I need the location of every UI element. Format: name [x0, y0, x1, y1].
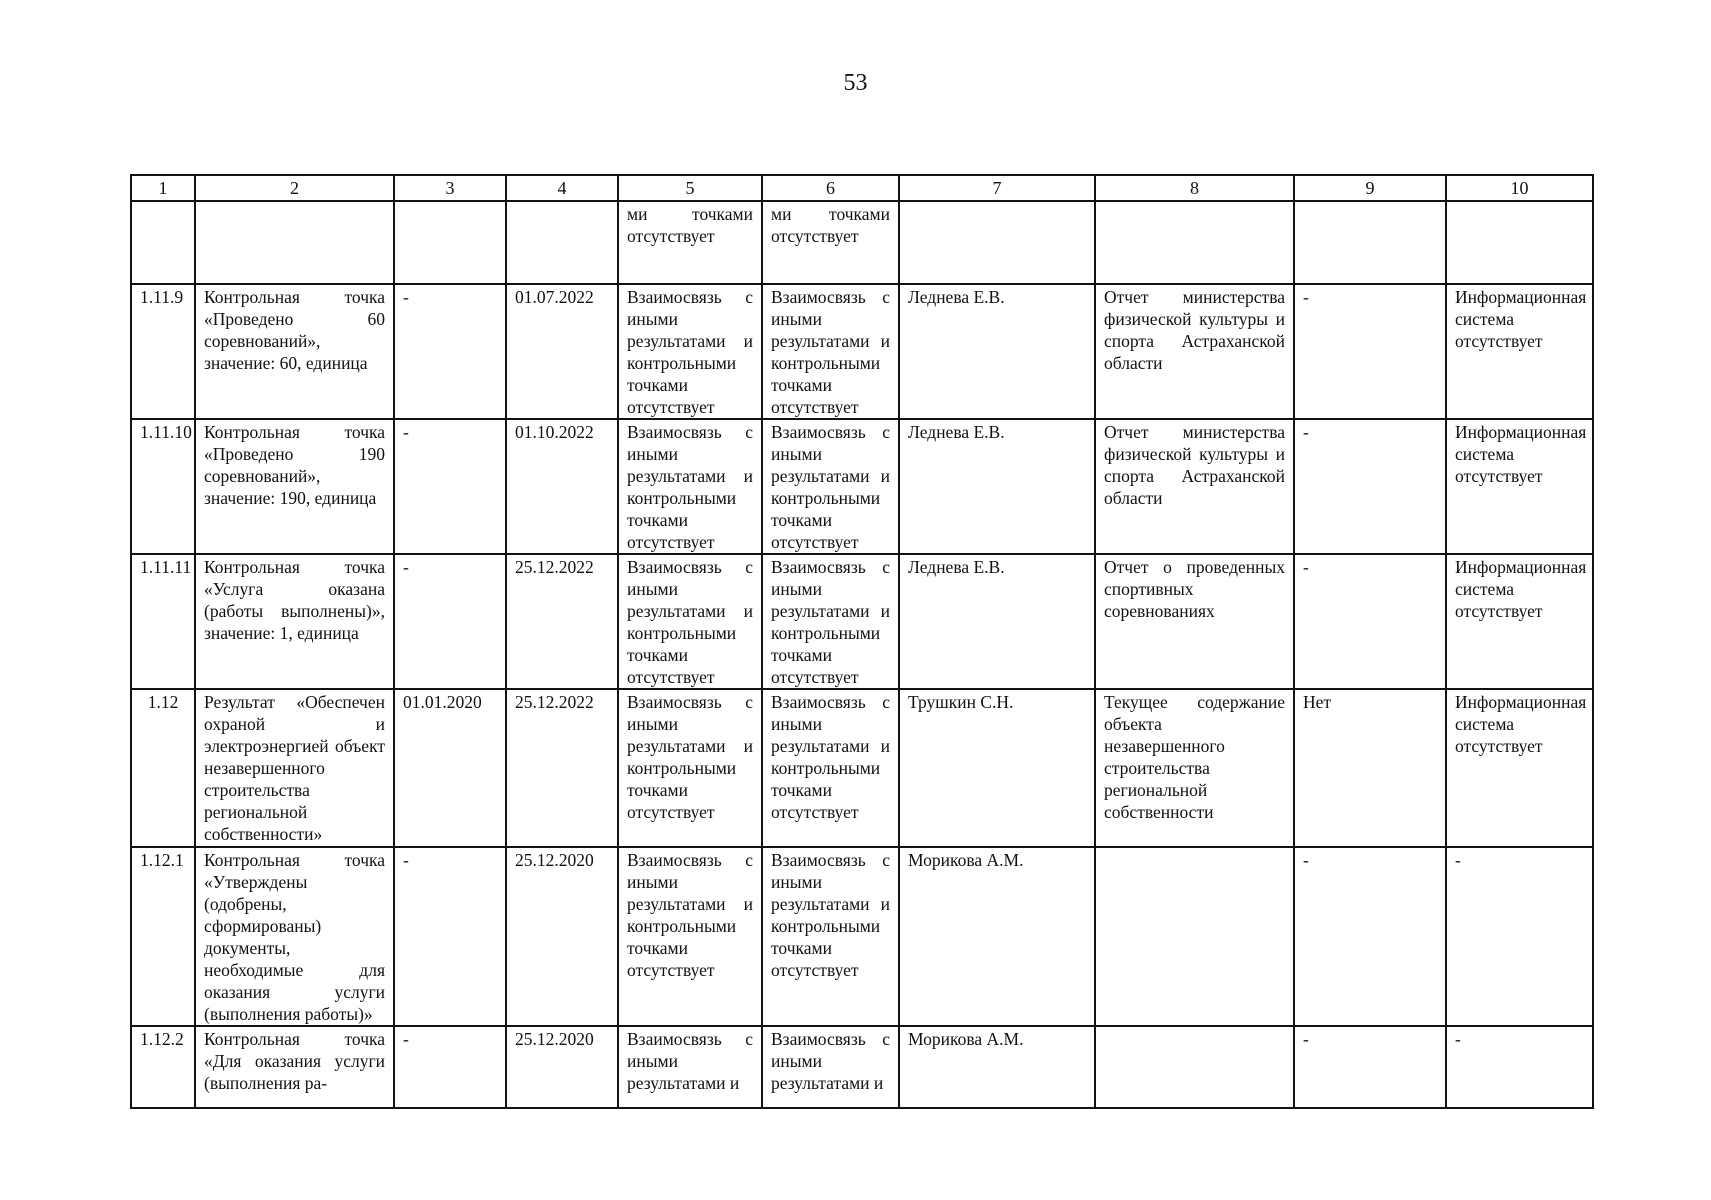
row-name: Результат «Обеспечен охраной и электроэнергией объект незавершенного строительства региональной собственности» [195, 689, 394, 847]
row-document [1095, 847, 1294, 1026]
row-document: Отчет о проведенных спортивных соревнованиях [1095, 554, 1294, 689]
row-info-system: - [1446, 847, 1593, 1026]
row-name: Контрольная точка «Услуга оказана (работы выполнены)», значение: 1, единица [195, 554, 394, 689]
table-row [131, 554, 1593, 689]
row-id: 1.12.1 [131, 847, 195, 1026]
row-link-results: Взаимосвязь с иными результатами и контрольными точками отсутствует [618, 689, 762, 847]
row-start-date [394, 201, 506, 284]
row-end-date: 25.12.2020 [506, 1026, 618, 1108]
row-responsible: Леднева Е.В. [899, 419, 1095, 554]
row-link-points: Взаимосвязь с иными результатами и контрольными точками отсутствует [762, 689, 899, 847]
column-header: 3 [394, 175, 506, 201]
row-document: Отчет министерства физической культуры и спорта Астраханской области [1095, 284, 1294, 419]
row-end-date: 25.12.2022 [506, 689, 618, 847]
column-number-row [131, 175, 1593, 201]
row-end-date: 01.07.2022 [506, 284, 618, 419]
column-header: 2 [195, 175, 394, 201]
row-link-points: Взаимосвязь с иными результатами и контрольными точками отсутствует [762, 847, 899, 1026]
row-approval: - [1294, 419, 1446, 554]
row-document [1095, 201, 1294, 284]
table-row [131, 419, 1593, 554]
row-name [195, 201, 394, 284]
row-link-points: Взаимосвязь с иными результатами и контрольными точками отсутствует [762, 419, 899, 554]
row-id: 1.11.11 [131, 554, 195, 689]
row-document [1095, 1026, 1294, 1108]
row-name: Контрольная точка «Утверждены (одобрены, сформированы) документы, необходимые для оказания услуги (выполнения работы)» [195, 847, 394, 1026]
row-approval [1294, 201, 1446, 284]
table-row [131, 1026, 1593, 1108]
row-end-date: 25.12.2022 [506, 554, 618, 689]
row-name: Контрольная точка «Проведено 60 соревнований», значение: 60, единица [195, 284, 394, 419]
row-link-results: ми точками отсутствует [618, 201, 762, 284]
row-info-system [1446, 201, 1593, 284]
column-header: 5 [618, 175, 762, 201]
row-responsible: Леднева Е.В. [899, 554, 1095, 689]
row-id: 1.12.2 [131, 1026, 195, 1108]
column-header: 10 [1446, 175, 1593, 201]
column-header: 9 [1294, 175, 1446, 201]
row-info-system: Информационная система отсутствует [1446, 419, 1593, 554]
row-start-date: - [394, 1026, 506, 1108]
column-header: 4 [506, 175, 618, 201]
page-number: 53 [843, 70, 868, 96]
row-info-system: Информационная система отсутствует [1446, 689, 1593, 847]
row-end-date: 01.10.2022 [506, 419, 618, 554]
row-approval: - [1294, 554, 1446, 689]
row-end-date: 25.12.2020 [506, 847, 618, 1026]
table-row [131, 284, 1593, 419]
row-info-system: - [1446, 1026, 1593, 1108]
row-id: 1.12 [131, 689, 195, 847]
row-approval: - [1294, 847, 1446, 1026]
row-link-points: Взаимосвязь с иными результатами и [762, 1026, 899, 1108]
row-start-date: - [394, 554, 506, 689]
column-header: 6 [762, 175, 899, 201]
row-start-date: - [394, 419, 506, 554]
table-row [131, 689, 1593, 847]
row-document: Отчет министерства физической культуры и спорта Астраханской области [1095, 419, 1294, 554]
column-header: 1 [131, 175, 195, 201]
table-row [131, 847, 1593, 1026]
row-link-points: Взаимосвязь с иными результатами и контрольными точками отсутствует [762, 554, 899, 689]
row-link-points: Взаимосвязь с иными результатами и контрольными точками отсутствует [762, 284, 899, 419]
row-link-results: Взаимосвязь с иными результатами и [618, 1026, 762, 1108]
row-link-results: Взаимосвязь с иными результатами и контрольными точками отсутствует [618, 284, 762, 419]
row-responsible: Леднева Е.В. [899, 284, 1095, 419]
row-link-results: Взаимосвязь с иными результатами и контрольными точками отсутствует [618, 554, 762, 689]
row-name: Контрольная точка «Для оказания услуги (выполнения ра- [195, 1026, 394, 1108]
row-start-date: 01.01.2020 [394, 689, 506, 847]
row-start-date: - [394, 284, 506, 419]
row-name: Контрольная точка «Проведено 190 соревнований», значение: 190, единица [195, 419, 394, 554]
row-link-points: ми точками отсутствует [762, 201, 899, 284]
column-header: 7 [899, 175, 1095, 201]
row-end-date [506, 201, 618, 284]
row-responsible: Морикова А.М. [899, 1026, 1095, 1108]
row-info-system: Информационная система отсутствует [1446, 554, 1593, 689]
row-info-system: Информационная система отсутствует [1446, 284, 1593, 419]
row-responsible: Трушкин С.Н. [899, 689, 1095, 847]
row-approval: - [1294, 1026, 1446, 1108]
row-id: 1.11.10 [131, 419, 195, 554]
row-approval: Нет [1294, 689, 1446, 847]
row-link-results: Взаимосвязь с иными результатами и контрольными точками отсутствует [618, 419, 762, 554]
row-responsible [899, 201, 1095, 284]
table-row [131, 201, 1593, 284]
row-document: Текущее содержание объекта незавершенного строительства региональной собственности [1095, 689, 1294, 847]
row-id: 1.11.9 [131, 284, 195, 419]
row-start-date: - [394, 847, 506, 1026]
row-link-results: Взаимосвязь с иными результатами и контрольными точками отсутствует [618, 847, 762, 1026]
row-id [131, 201, 195, 284]
column-header: 8 [1095, 175, 1294, 201]
row-responsible: Морикова А.М. [899, 847, 1095, 1026]
control-points-table [130, 174, 1594, 1109]
row-approval: - [1294, 284, 1446, 419]
